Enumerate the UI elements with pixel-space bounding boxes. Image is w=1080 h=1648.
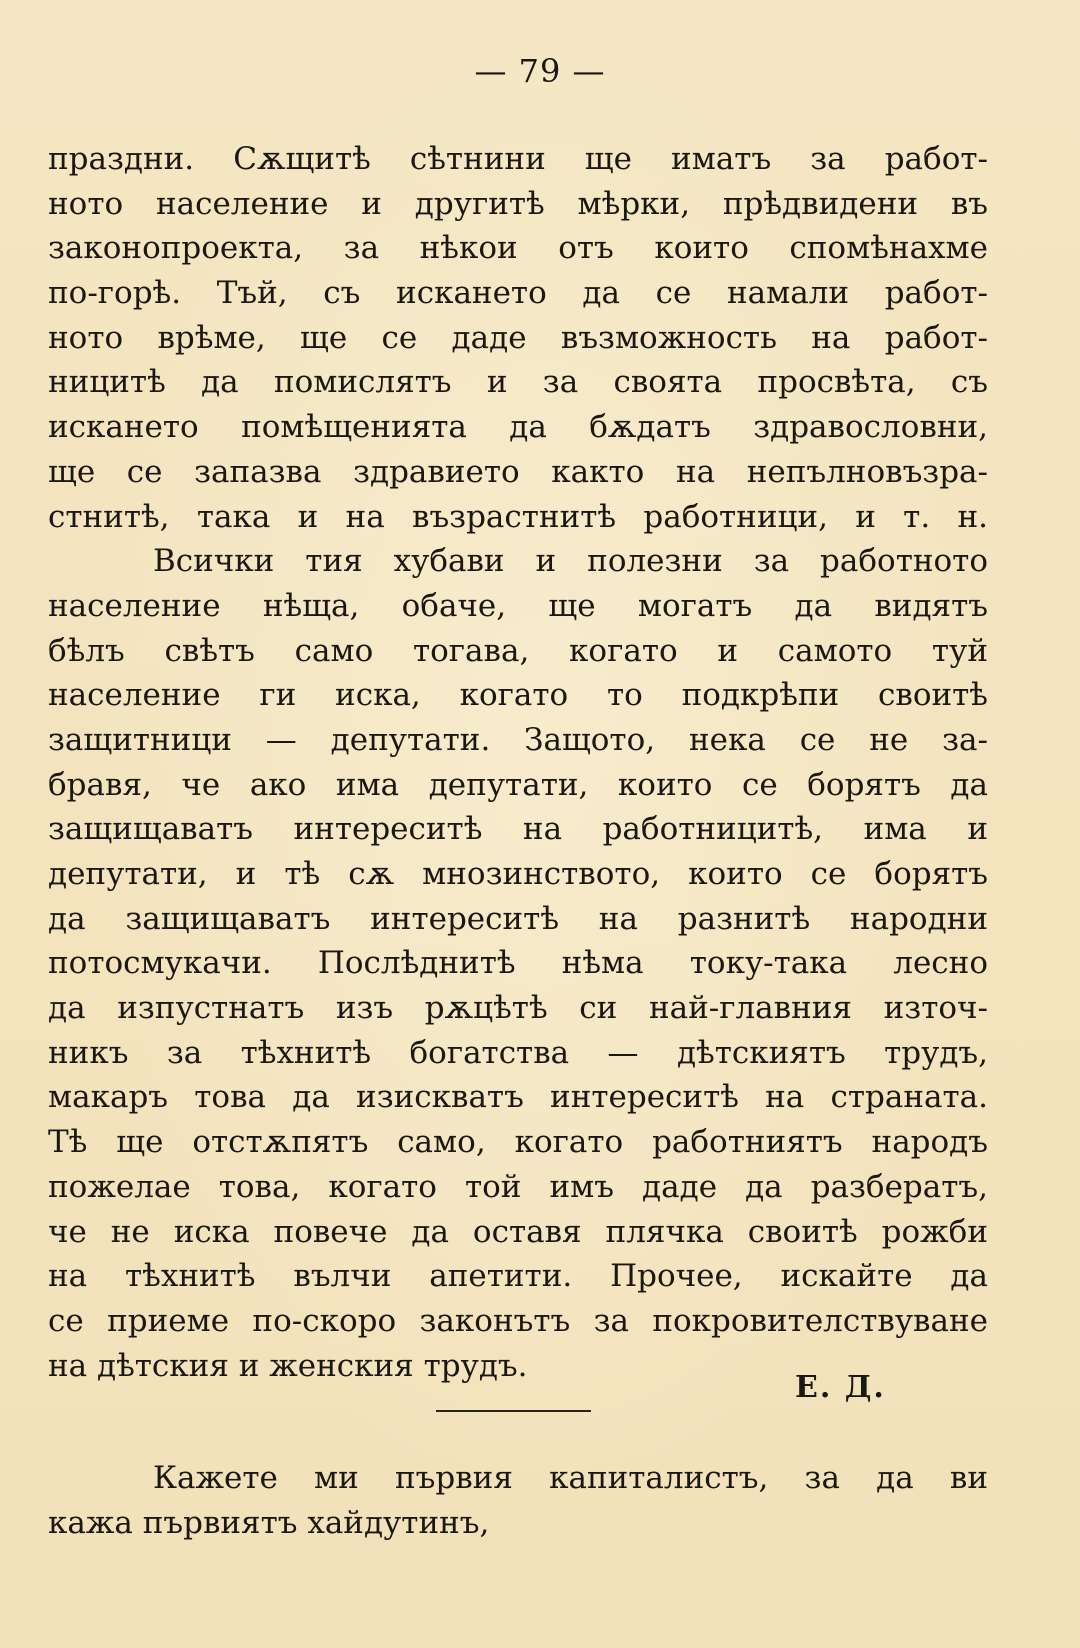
text-line: население ги иска, когато то подкрѣпи своитѣ xyxy=(48,677,988,714)
text-line: депутати, и тѣ сѫ мнозинството, които се борятъ xyxy=(48,856,988,892)
paragraph-start-line: Всички тия хубави и полезни за работното xyxy=(153,543,988,580)
text-line: ното население и другитѣ мѣрки, прѣдвидени въ xyxy=(48,185,988,222)
article-body xyxy=(48,137,988,1388)
text-line: потосмукачи. Послѣднитѣ нѣма току-така лесно xyxy=(48,945,988,982)
text-line: искането помѣщенията да бѫдатъ здравословни, xyxy=(48,409,988,446)
text-line: да изпустнатъ изъ рѫцѣтѣ си най-главния източ- xyxy=(48,990,988,1027)
text-line: население нѣща, обаче, ще могатъ да видятъ xyxy=(48,587,988,624)
text-line: ще се запазва здравието както на непълновъзра- xyxy=(48,453,988,490)
text-line: се приеме по-скоро законътъ за покровителствуване xyxy=(48,1302,988,1339)
author-signature: Е. Д. xyxy=(795,1370,886,1405)
section-divider xyxy=(436,1410,591,1412)
text-line: стнитѣ, така и на възрастнитѣ работници, и т. н. xyxy=(48,498,988,535)
text-line: Тѣ ще отстѫпятъ само, когато работниятъ народъ xyxy=(48,1124,988,1161)
text-line: защитници — депутати. Защото, нека се не за- xyxy=(48,721,988,758)
text-line: ницитѣ да помислятъ и за своята просвѣта, съ xyxy=(48,364,988,401)
text-line: защищаватъ интереситѣ на работницитѣ, има и xyxy=(48,811,988,848)
text-line: ното врѣме, ще се даде възможность на работ- xyxy=(48,319,988,356)
quote-line: Кажете ми първия капиталистъ, за да ви xyxy=(153,1460,988,1496)
text-line: праздни. Сѫщитѣ сѣтнини ще иматъ за работ- xyxy=(48,141,988,177)
text-line: на тѣхнитѣ вълчи апетити. Прочее, искайте да xyxy=(48,1258,988,1295)
page-number: — 79 — xyxy=(474,52,606,90)
text-line: по-горѣ. Тъй, съ искането да се намали работ- xyxy=(48,275,988,312)
text-line: макаръ това да изискватъ интереситѣ на страната. xyxy=(48,1079,988,1116)
quote-paragraph xyxy=(48,1455,988,1544)
text-line: бѣлъ свѣтъ само тогава, когато и самото туй xyxy=(48,632,988,669)
text-line: че не иска повече да оставя плячка своитѣ рожби xyxy=(48,1213,988,1250)
text-line: бравя, че ако има депутати, които се борятъ да xyxy=(48,766,988,803)
text-line: никъ за тѣхнитѣ богатства — дѣтскиятъ трудъ, xyxy=(48,1034,988,1071)
text-line: пожелае това, когато той имъ даде да разбератъ, xyxy=(48,1168,988,1205)
quote-line: кажа първиятъ хайдутинъ, xyxy=(48,1504,490,1541)
text-line: да защищаватъ интереситѣ на разнитѣ народни xyxy=(48,900,988,937)
text-line: законопроекта, за нѣкои отъ които спомѣнахме xyxy=(48,230,988,267)
paragraph-end-line: на дѣтския и женския трудъ. xyxy=(48,1347,528,1384)
